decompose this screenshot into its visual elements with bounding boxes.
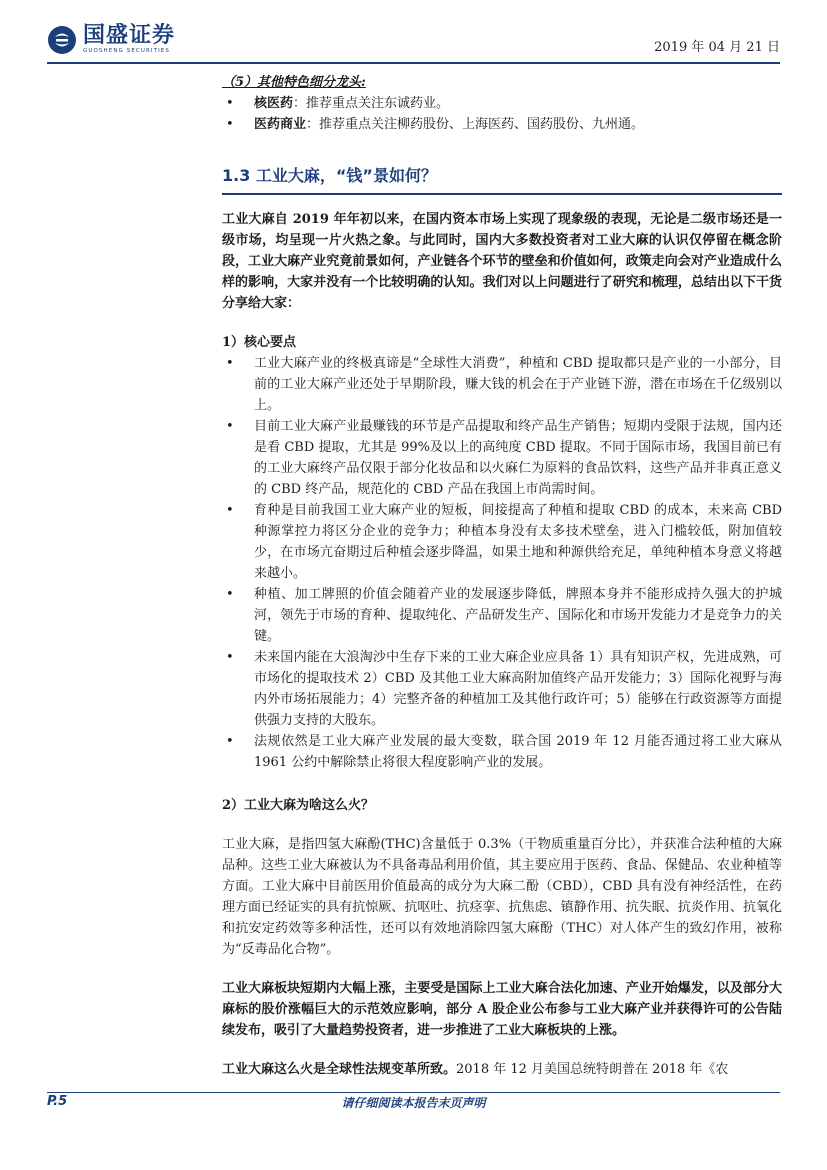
list-item: • 核医药：推荐重点关注东诚药业。 [222,93,782,114]
bullet-icon: • [226,96,234,111]
core-points-list [222,353,782,773]
page-header [0,0,827,66]
section-title: 1.3 工业大麻，“钱”景如何？ [222,166,437,185]
bullet-icon: • [226,587,234,602]
page-number: P.5 [47,1094,68,1109]
heading-core-points: 1）核心要点 [222,335,297,350]
report-body [222,72,782,1080]
subsection-5-list [222,93,782,135]
list-item: • 工业大麻产业的终极真谛是“全球性大消费”，种植和 CBD 提取都只是产业的一小部分，目前的工业大麻产业还处于早期阶段，赚大钱的机会在于产业链下游，潜在市场在千亿级别以上。 [222,353,782,416]
rally-paragraph: 工业大麻板块短期内大幅上涨，主要受是国际上工业大麻合法化加速、产业开始爆发，以及部分大麻标的股价涨幅巨大的示范效应影响，部分 A 股企业公布参与工业大麻产业并获得许可的公告陆续发布，吸引了大量趋势投资者，进一步推进了工业大麻板块的上涨。 [222,981,782,1038]
bullet-icon: • [226,356,234,371]
logo-name: 国盛证券 [83,23,176,48]
bullet-icon: • [226,734,234,749]
list-item: • 目前工业大麻产业最赚钱的环节是产品提取和终产品生产销售；短期内受限于法规，国内还是看 CBD 提取，尤其是 99%及以上的高纯度 CBD 提取。不同于国际市场，我国目前已有的工业大麻终产品仅限于部分化妆品和以火麻仁为原料的食品饮料，这些产品并非真正意义的 CBD 终产品，规范化的 CBD 产品在我国上市尚需时间。 [222,416,782,500]
header-divider [47,62,780,64]
heading-why-hot: 2）工业大麻为啥这么火？ [222,798,375,813]
footer-disclaimer: 请仔细阅读本报告末页声明 [341,1096,486,1110]
footer-divider [47,1092,780,1093]
company-logo [47,24,175,55]
intro-paragraph: 工业大麻自 2019 年年初以来，在国内资本市场上实现了现象级的表现，无论是二级市场还是一级市场，均呈现一片火热之象。与此同时，国内大多数投资者对工业大麻的认识仅停留在概念阶段，工业大麻产业究竟前景如何，产业链各个环节的壁垒和价值如何，政策走向会对产业造成什么样的影响，大家并没有一个比较明确的认知。我们对以上问题进行了研究和梳理，总结出以下干货分享给大家： [222,212,782,311]
list-item: • 育种是目前我国工业大麻产业的短板，间接提高了种植和提取 CBD 的成本，未来高 CBD 种源掌控力将区分企业的竞争力；种植本身没有太多技术壁垒，进入门槛较低，附加值较少，在市场亢奋期过后种植会逐步降温，如果土地和种源供给充足，单纯种植本身意义将越来越小。 [222,500,782,584]
section-divider [222,193,782,195]
list-item: • 医药商业：推荐重点关注柳药股份、上海医药、国药股份、九州通。 [222,114,782,135]
definition-paragraph: 工业大麻，是指四氢大麻酚(THC)含量低于 0.3%（干物质重量百分比），并获准合法种植的大麻品种。这些工业大麻被认为不具备毒品利用价值，其主要应用于医药、食品、保健品、农业种植等方面。工业大麻中目前医用价值最高的成分为大麻二酚（CBD），CBD 具有没有神经活性，在药理方面已经证实的具有抗惊厥、抗呕吐、抗痉挛、抗焦虑、镇静作用、抗失眠、抗炎作用、抗氧化和抗安定药效等多种活性，还可以有效地消除四氢大麻酚（THC）对人体产生的致幻作用，被称为“反毒品化合物”。 [222,837,782,957]
logo-subtitle: GUOSHENG SECURITIES [83,48,170,54]
bullet-icon: • [226,650,234,665]
logo-mark-icon [47,25,77,55]
list-item: • 种植、加工牌照的价值会随着产业的发展逐步降低，牌照本身并不能形成持久强大的护城河，领先于市场的育种、提取纯化、产品研发生产、国际化和市场开发能力才是竞争力的关键。 [222,584,782,647]
bullet-icon: • [226,419,234,434]
bullet-icon: • [226,117,234,132]
list-item: • 法规依然是工业大麻产业发展的最大变数，联合国 2019 年 12 月能否通过将工业大麻从 1961 公约中解除禁止将很大程度影响产业的发展。 [222,731,782,773]
subsection-5-title: （5）其他特色细分龙头: [222,75,366,90]
list-item: • 未来国内能在大浪淘沙中生存下来的工业大麻企业应具备 1）具有知识产权，先进成熟，可市场化的提取技术 2）CBD 及其他工业大麻高附加值终产品开发能力；3）国际化视野与海内外市场拓展能力；4）完整齐备的种植加工及其他行政许可；5）能够在行政资源等方面提供强力支持的大股东。 [222,647,782,731]
report-date: 2019 年 04 月 21 日 [654,40,780,55]
regulation-paragraph: 工业大麻这么火是全球性法规变革所致。2018 年 12 月美国总统特朗普在 2018 年《农 [222,1062,729,1077]
bullet-icon: • [226,503,234,518]
